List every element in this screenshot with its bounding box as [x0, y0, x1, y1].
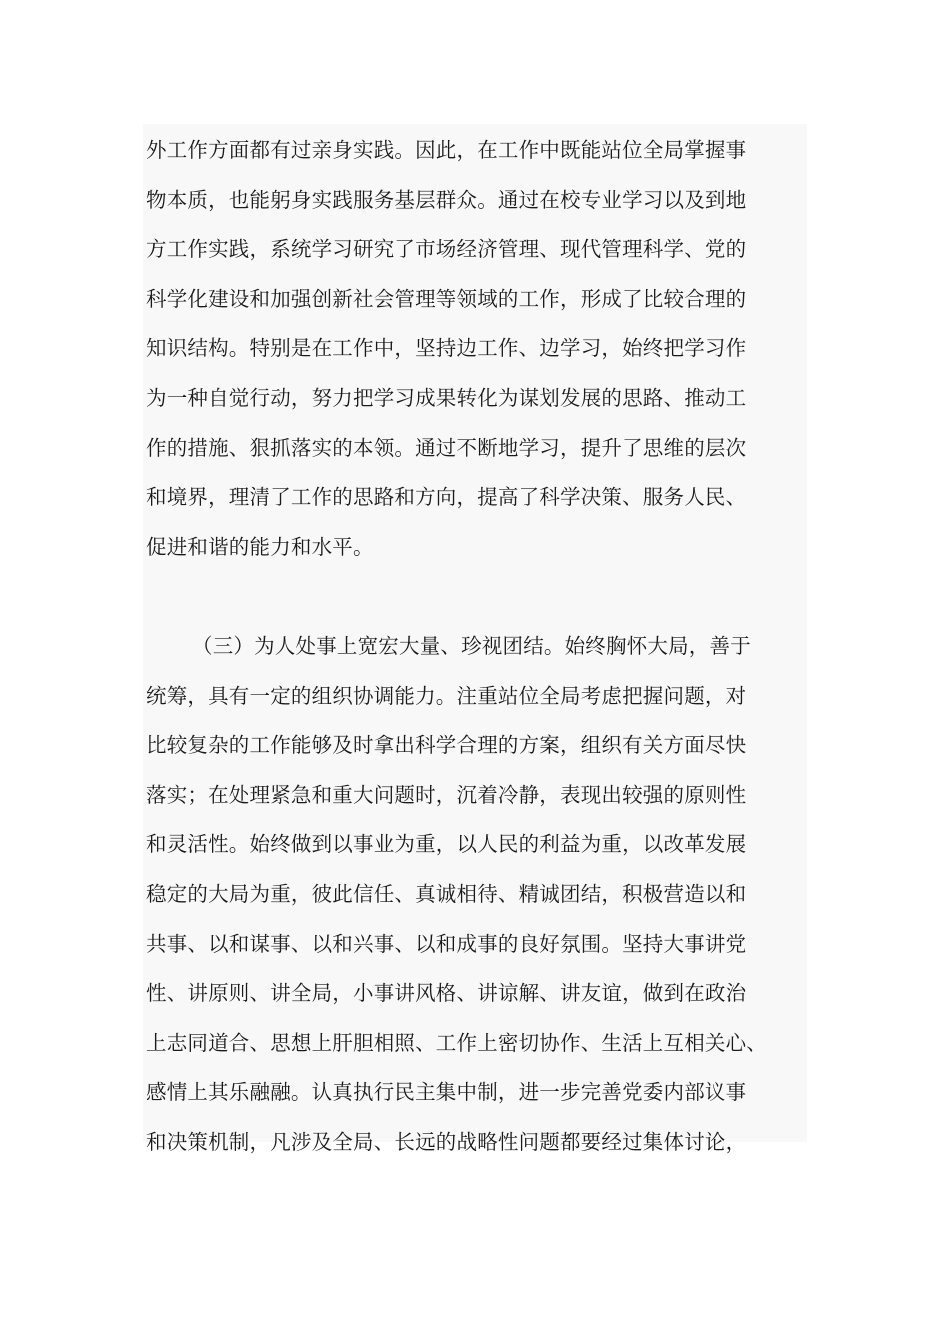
text-line: 落实；在处理紧急和重大问题时，沉着冷静，表现出较强的原则性 — [146, 782, 747, 807]
text-line: 促进和谐的能力和水平。 — [146, 534, 374, 559]
text-line: 统筹，具有一定的组织协调能力。注重站位全局考虑把握问题，对 — [146, 683, 747, 708]
text-line: （三）为人处事上宽宏大量、珍视团结。始终胸怀大局，善于 — [192, 634, 751, 658]
text-line: 物本质，也能躬身实践服务基层群众。通过在校专业学习以及到地 — [146, 187, 747, 212]
text-line: 科学化建设和加强创新社会管理等领域的工作，形成了比较合理的 — [146, 286, 747, 311]
text-line: 作的措施、狠抓落实的本领。通过不断地学习，提升了思维的层次 — [146, 435, 747, 460]
text-line: 稳定的大局为重，彼此信任、真诚相待、精诚团结，积极营造以和 — [146, 882, 747, 906]
text-line: 方工作实践，系统学习研究了市场经济管理、现代管理科学、党的 — [146, 237, 747, 262]
text-line: 和决策机制，凡涉及全局、长远的战略性问题都要经过集体讨论， — [146, 1130, 747, 1154]
text-line: 上志同道合、思想上肝胆相照、工作上密切协作、生活上互相关心、 — [146, 1030, 767, 1055]
text-line: 共事、以和谋事、以和兴事、以和成事的良好氛围。坚持大事讲党 — [146, 931, 747, 956]
text-line: 感情上其乐融融。认真执行民主集中制，进一步完善党委内部议事 — [146, 1080, 747, 1105]
text-line: 性、讲原则、讲全局，小事讲风格、讲谅解、讲友谊，做到在政治 — [146, 981, 747, 1006]
text-line: 知识结构。特别是在工作中，坚持边工作、边学习，始终把学习作 — [146, 336, 747, 361]
text-line: 和灵活性。始终做到以事业为重，以人民的利益为重，以改革发展 — [146, 832, 747, 857]
text-line: 为一种自觉行动，努力把学习成果转化为谋划发展的思路、推动工 — [146, 386, 747, 410]
text-line: 比较复杂的工作能够及时拿出科学合理的方案，组织有关方面尽快 — [146, 733, 747, 758]
text-block — [143, 124, 807, 1154]
text-line: 外工作方面都有过亲身实践。因此，在工作中既能站位全局掌握事 — [146, 138, 747, 162]
text-line: 和境界，理清了工作的思路和方向，提高了科学决策、服务人民、 — [146, 485, 747, 510]
